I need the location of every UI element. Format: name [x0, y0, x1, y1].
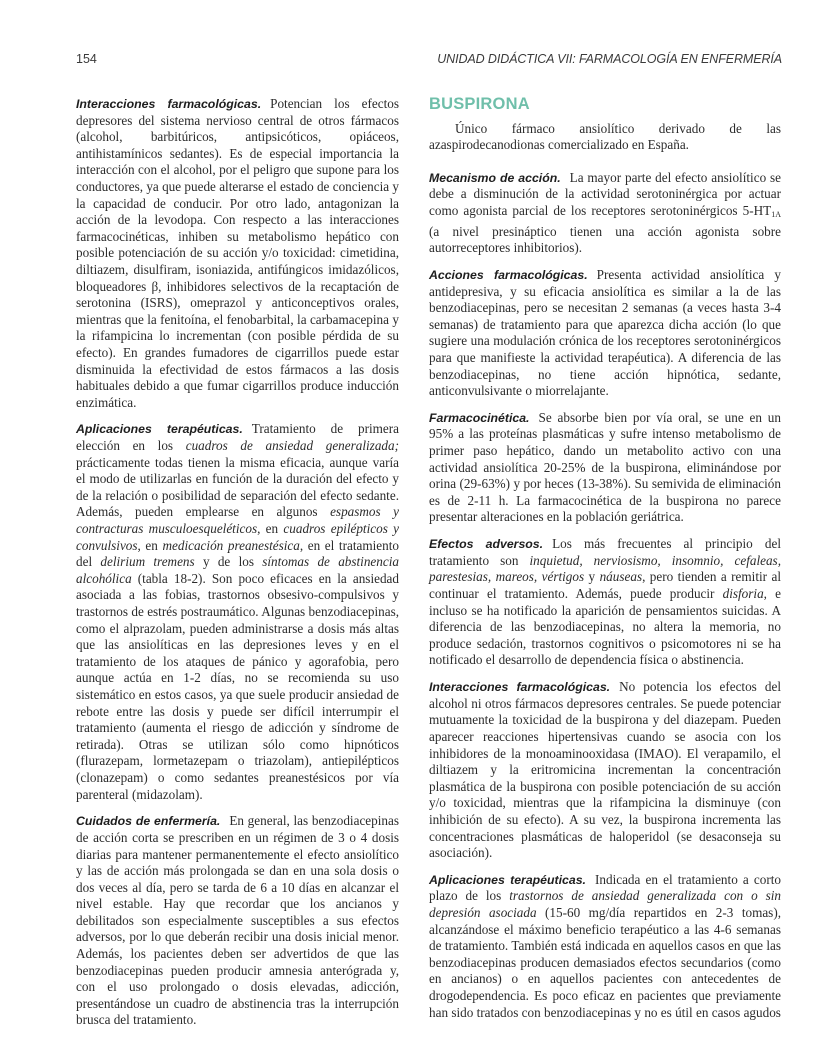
text-run: , pero tienden a remitir al continuar el tratamiento. Además, puede producir [429, 569, 781, 601]
paragraph-lead: Interacciones farmacológicas. [76, 97, 262, 111]
text-run: Los más frecuentes al principio del tratamiento son [429, 536, 781, 568]
paragraph-aplicaciones-buspirona [429, 872, 781, 1021]
text-run: y [584, 569, 600, 585]
paragraph-lead: Farmacocinética. [429, 410, 530, 425]
italic-run: síntomas de abstinencia alcohólica [76, 554, 399, 586]
paragraph-text: Presenta actividad ansiolítica y antidepresiva, y su eficacia ansiolítica es similar a la de las benzodiacepinas, pero se necesitan 2 semanas (a veces hasta 3-4 semanas) de tratamiento para que aparezca dicha acción (lo que sugiere una modulación crónica de los receptores serotoninérgicos para que manifieste la actividad terapéutica). A diferencia de las benzodiacepinas, no tiene acción hipnótica, sedante, anticonvulsivante o miorrelajante. [429, 266, 781, 399]
running-header [76, 52, 782, 72]
paragraph-lead: Aplicaciones terapéuticas. [429, 872, 586, 887]
text-run: (tabla 18-2). Son poco eficaces en la ansiedad asociada a las fobias, trastornos obsesivo-compulsivos y trastornos de estrés postraumático. Algunas benzodiacepinas, como el alprazolam, pueden administrarse a dosis más altas que las ansiolíticas en las depresiones leves y en el tratamiento de los ataques de pánico y agorafobia, pero aunque actúa en 1-2 días, no se recomienda su uso sistemático en estos casos, ya que suele producir ansiedad de rebote entre las dosis y puede ser difícil interrumpir el tratamiento (aumenta el riesgo de adicción y síndrome de retirada). Otras se utilizan sólo como hipnóticos (flurazepam, lormetazepam o triazolam), antiepilépticos (clonazepam) o como sedantes preanestésicos por vía parenteral (midazolam). [76, 570, 399, 802]
paragraph-interacciones [76, 96, 399, 411]
paragraph-text: En general, las benzodiacepinas de acción corta se prescriben en un régimen de 3 o 4 dosis diarias para mantener permanentemente el efecto ansiolítico y las de acción más prolongada se dan en una sola dosis o dos veces al día, pero se tarda de 6 a 10 días en alcanzar el nivel estable. Hay que recordar que los ancianos y debilitados son especialmente susceptibles a sus efectos adversos, por lo que deberán recibir una dosis inicial menor. Además, los pacientes deben ser advertidos de que las benzodiacepinas pueden producir amnesia anterógrada y, con el uso prolongado o dosis elevadas, adicción, presentándose un cuadro de abstinencia tras la interrupción brusca del tratamiento. [76, 813, 399, 1028]
paragraph-farmacocinetica [429, 410, 781, 526]
left-column [76, 96, 399, 1039]
paragraph-efectos [429, 536, 781, 669]
italic-run: cuadros de ansiedad generalizada; [185, 438, 399, 454]
italic-run: inquietud, nerviosismo, insomnio, cefaleas, parestesias, mareos, vértigos [429, 552, 781, 585]
paragraph-lead: Aplicaciones terapéuticas. [76, 422, 243, 437]
paragraph-lead: Acciones farmacológicas. [429, 267, 588, 282]
paragraph-lead: Interacciones farmacológicas. [429, 680, 611, 695]
italic-run: trastornos de ansiedad generalizada con o sin depresión asociada [429, 888, 781, 921]
italic-run: cuadros epilépticos y convulsivos [76, 521, 399, 553]
page-number: 154 [76, 52, 97, 66]
paragraph-lead: Mecanismo de acción. [429, 170, 561, 185]
italic-run: medicación preanestésica [162, 537, 300, 553]
subscript: 1A [771, 209, 781, 219]
italic-run: disforia [722, 586, 764, 601]
text-run: (15-60 mg/día repartidos en 2-3 tomas), alcanzándose el máximo beneficio terapéutico a las 4-6 semanas de tratamiento. También está indicada en aquellos casos en que las benzodiacepinas producen demasiados efectos secundarios (como en ancianos) o en aquellos pacientes con antecedentes de drogodependencia. Es poco eficaz en pacientes que previamente han sido tratados con benzodiacepinas y no es útil en casos agudos [429, 905, 782, 1020]
text-run: , e incluso se ha notificado la aparición de pensamientos suicidas. A diferencia de las benzodiacepinas, no altera la memoria, no produce sedación, trastornos cognitivos o psicomotores ni se ha notificado el desarrollo de dependencia física o abstinencia. [429, 586, 781, 668]
italic-run: espasmos y contracturas musculoesqueléticos [76, 504, 399, 537]
section-intro: Único fármaco ansiolítico derivado de las azaspirodecanodionas comercializado en España. [429, 120, 781, 153]
section-title: BUSPIRONA [429, 95, 530, 113]
paragraph-acciones [429, 267, 781, 400]
text-run: prácticamente todas tienen la misma eficacia, aunque varía el modo de utilizarlas en función de la duración del efecto y de la relación o posibilidad de separación del efecto sedante. Además, pueden emplearse en algunos [76, 454, 399, 520]
chapter-title: UNIDAD DIDÁCTICA VII: FARMACOLOGÍA EN ENFERMERÍA [437, 52, 782, 66]
italic-run: delirium tremens [100, 554, 195, 570]
text-run: , en el tratamiento del [76, 537, 399, 570]
paragraph-cuidados [76, 813, 399, 1029]
text-run: La mayor parte del efecto ansiolítico se debe a disminución de la actividad serotoninérgica por actuar como agonista parcial de los receptores serotoninérgicos 5-HT [429, 169, 781, 218]
paragraph-lead: Efectos adversos. [429, 537, 544, 552]
paragraph-text: No potencia los efectos del alcohol ni otros fármacos depresores centrales. Se puede potenciar mutuamente la toxicidad de la buspirona y del diazepam. Pueden aparecer reacciones hipertensivas cuando se asocia con los inhibidores de la monoaminooxidasa (IMAO). El verapamilo, el diltiazem y la eritromicina incrementan la concentración plasmática de la buspirona con posible potenciación de su acción y/o toxicidad, mientras que la rifampicina la disminuye (con inhibición de su efecto). A su vez, la buspirona incrementa las concentraciones plasmáticas de haloperidol (se desaconseja su asociación). [429, 679, 781, 861]
paragraph-interacciones-buspirona [429, 679, 781, 862]
text-run: , en [137, 537, 163, 553]
text-run: (a nivel presináptico tienen una acción agonista sobre autorreceptores inhibitorios). [429, 223, 781, 256]
paragraph-lead: Cuidados de enfermería. [76, 814, 221, 829]
text-run: Indicada en el tratamiento a corto plazo de los [429, 871, 781, 904]
paragraph-mecanismo [429, 170, 781, 257]
paragraph-text: Potencian los efectos depresores del sistema nervioso central de otros fármacos (alcohol, barbitúricos, antipsicóticos, opiáceos, antihistamínicos sedantes). Es de especial importancia la interacción con el alcohol, por el peligro que supone para los conductores, ya que puede alterarse el estado de conciencia y la capacidad de conducir. Por otro lado, antagonizan la acción de la levodopa. Con respecto a las interacciones farmacocinéticas, inhiben su metabolismo hepático con posible potenciación de su acción y/o toxicidad: cimetidina, diltiazem, disulfiram, isoniazida, antifúngicos imidazólicos, bloqueadores β, inhibidores selectivos de la recaptación de serotonina (ISRS), omeprazol y anticonceptivos orales, mientras que la fenitoína, el fenobarbital, la carbamacepina y la rifampicina lo incrementan (con posible pérdida de su efecto). En grandes fumadores de cigarrillos puede estar disminuida la efectividad de estos fármacos a las dosis habituales debido a que fumar cigarrillos produce inducción enzimática. [76, 96, 399, 410]
paragraph-aplicaciones [76, 421, 399, 803]
text-run: y de los [194, 554, 263, 570]
text-run: , en [257, 521, 284, 537]
italic-run: náuseas [599, 569, 643, 585]
text-run: Tratamiento de primera elección en los [76, 421, 399, 454]
right-column [429, 96, 781, 1031]
paragraph-text: Se absorbe bien por vía oral, se une en un 95% a las proteínas plasmáticas y sufre intenso metabolismo de primer paso hepático, dando un metabolito activo con una actividad ansiolítica 20-25% de la buspirona, eliminándose por orina (29-63%) y por heces (13-38%). Su semivida de eliminación es de 2-11 h. La farmacocinética de la buspirona no parece presentar alteraciones en la población geriátrica. [429, 409, 781, 525]
